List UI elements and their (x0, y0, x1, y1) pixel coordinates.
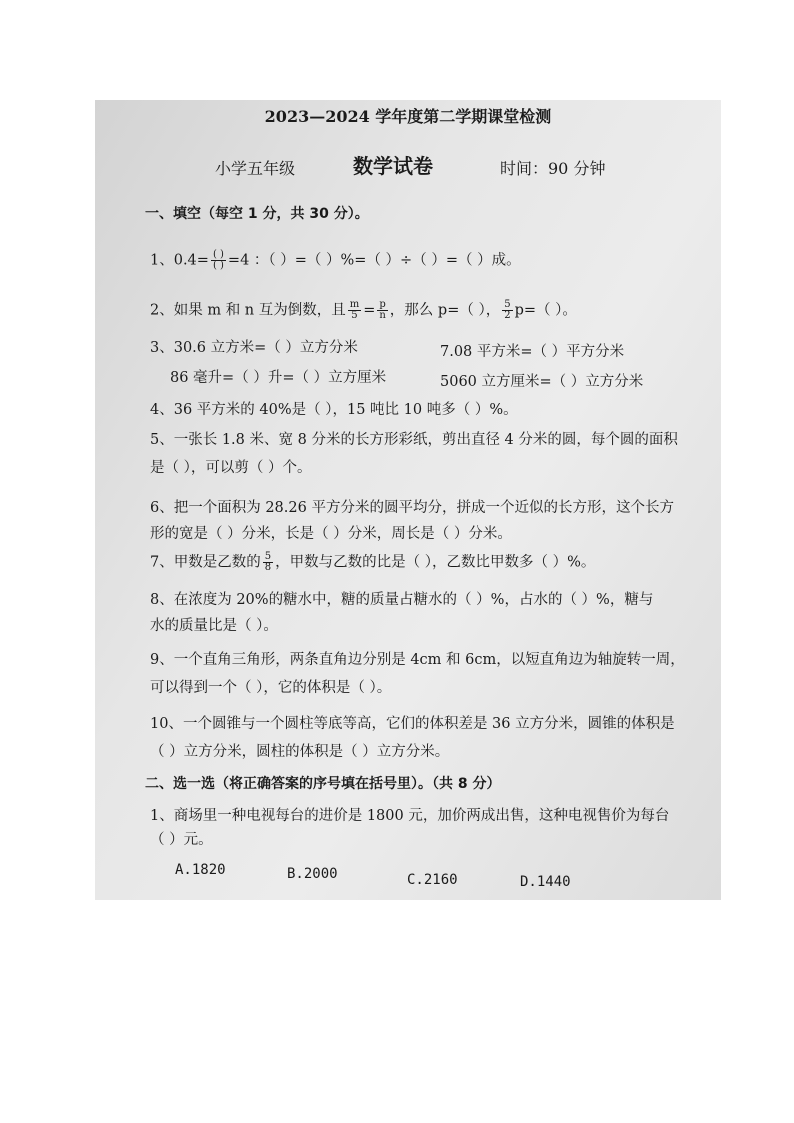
option-a: A.1820 (175, 862, 226, 878)
q2-f1-denominator: 5 (351, 310, 358, 321)
q1-fraction (211, 250, 226, 271)
q7-text-a: 7、甲数是乙数的 (150, 554, 261, 571)
question-5-line1: 5、一张长 1.8 米、宽 8 分米的长方形彩纸，剪出直径 4 分米的圆，每个圆的面积 (150, 432, 678, 448)
question-3c: 86 毫升=（ ）升=（ ）立方厘米 (170, 370, 387, 386)
question-7 (150, 552, 595, 573)
q1-fraction-denominator: ( ) (212, 260, 224, 271)
q2-text-a: 2、如果 m 和 n 互为倒数，且 (150, 302, 346, 319)
question-6-line2: 形的宽是（ ）分米，长是（ ）分米，周长是（ ）分米。 (150, 526, 512, 542)
subject-title: 数学试卷 (353, 154, 433, 178)
exam-title: 2023—2024 学年度第二学期课堂检测 (264, 107, 552, 126)
question-2 (150, 300, 577, 321)
question-9-line1: 9、一个直角三角形，两条直角边分别是 4cm 和 6cm，以短直角边为轴旋转一周， (150, 652, 685, 668)
q2-f3-denominator: 2 (504, 310, 511, 321)
question-3b: 7.08 平方米=（ ）平方分米 (440, 344, 625, 360)
q2-text-b: ，那么 p=（ ）， (389, 302, 501, 319)
exam-photo (95, 100, 721, 900)
exam-paper (95, 100, 721, 900)
section2-heading: 二、选一选（将正确答案的序号填在括号里）。（共 8 分） (145, 776, 501, 792)
question-6-line1: 6、把一个面积为 28.26 平方分米的圆平均分，拼成一个近似的长方形，这个长方 (150, 500, 674, 516)
q7-fraction (263, 552, 273, 573)
q2-f2-numerator: p (379, 299, 386, 310)
q1-text-b: =4 ：（ ）=（ ）%=（ ）÷（ ）=（ ）成。 (227, 252, 521, 269)
question-3d: 5060 立方厘米=（ ）立方分米 (440, 374, 644, 390)
time-label: 时间：90 分钟 (500, 159, 606, 178)
option-d: D.1440 (520, 874, 571, 890)
q7-text-b: ，甲数与乙数的比是（ ），乙数比甲数多（ ）%。 (275, 554, 596, 571)
q2-text-c: p=（ ）。 (514, 302, 577, 319)
q7-f-numerator: 5 (264, 551, 272, 562)
question-10-line2: （ ）立方分米，圆柱的体积是（ ）立方分米。 (150, 744, 450, 760)
grade-label: 小学五年级 (215, 159, 296, 178)
section1-heading: 一、填空（每空 1 分，共 30 分）。 (145, 206, 369, 222)
q2-f1-numerator: m (349, 299, 360, 310)
question-1 (150, 250, 521, 271)
q2-f3-numerator: 5 (504, 299, 511, 310)
question-8-line2: 水的质量比是（ ）。 (150, 618, 278, 634)
q1-text-a: 1、0.4= (150, 252, 209, 269)
q2-fraction-3 (502, 300, 512, 321)
mc-question-1-line1: 1、商场里一种电视每台的进价是 1800 元，加价两成出售，这种电视售价为每台 (150, 808, 670, 824)
option-c: C.2160 (407, 872, 458, 888)
mc-question-1-line2: （ ）元。 (150, 832, 213, 848)
q2-f2-denominator: n (379, 310, 386, 321)
q2-equals: = (363, 302, 376, 319)
option-b: B.2000 (287, 866, 338, 882)
question-3a: 3、30.6 立方米=（ ）立方分米 (150, 340, 358, 356)
question-5-line2: 是（ ），可以剪（ ）个。 (150, 460, 312, 476)
q1-fraction-numerator: ( ) (212, 249, 224, 260)
q2-fraction-2 (377, 300, 387, 321)
question-10-line1: 10、一个圆锥与一个圆柱等底等高，它们的体积差是 36 立方分米，圆锥的体积是 (150, 716, 675, 732)
q7-f-denominator: 8 (264, 562, 272, 573)
q2-fraction-1 (348, 300, 361, 321)
question-9-line2: 可以得到一个（ ），它的体积是（ ）。 (150, 680, 392, 696)
question-4: 4、36 平方米的 40%是（ ），15 吨比 10 吨多（ ）%。 (150, 402, 518, 418)
question-8-line1: 8、在浓度为 20%的糖水中，糖的质量占糖水的（ ）%，占水的（ ）%，糖与 (150, 592, 654, 608)
